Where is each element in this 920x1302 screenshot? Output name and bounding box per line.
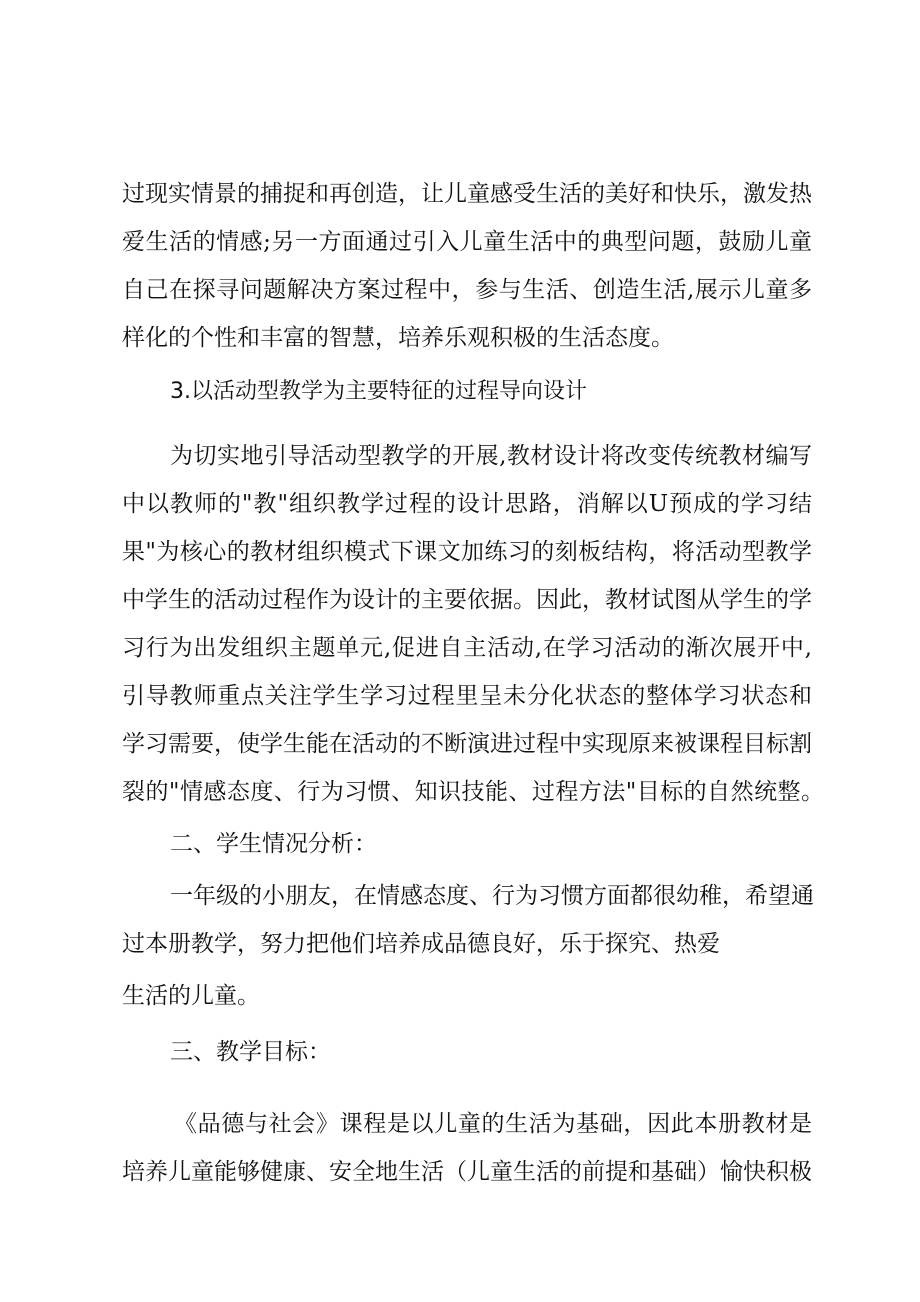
paragraph-line: 习行为出发组织主题单元,促进自主活动,在学习活动的渐次展开中, [122,635,812,661]
paragraph-line: 爱生活的情感;另一方面通过引入儿童生活中的典型问题，鼓励儿童 [122,229,812,255]
section-heading: 3.以活动型教学为主要特征的过程导向设计 [170,379,587,404]
paragraph-line: 《品德与社会》课程是以儿童的生活为基础，因此本册教材是 [174,1111,812,1137]
paragraph-line: 中学生的活动过程作为设计的主要依据。因此，教材试图从学生的学 [122,587,812,613]
paragraph-line: 学习需要，使学生能在活动的不断演进过程中实现原来被课程目标割 [122,731,812,757]
paragraph-line: 一年级的小朋友，在情感态度、行为习惯方面都很幼稚，希望通 [170,883,814,909]
paragraph-line: 样化的个性和丰富的智慧，培养乐观积极的生活态度。 [122,325,674,351]
section-heading: 三、教学目标： [170,1039,331,1065]
section-heading: 二、学生情况分析： [170,831,377,857]
paragraph-line: 生活的儿童。 [122,983,260,1009]
paragraph-line: 培养儿童能够健康、安全地生活（儿童生活的前提和基础）愉快积极 [122,1159,812,1185]
paragraph-line: 过本册教学，努力把他们培养成品德良好，乐于探究、热爱 [122,931,720,957]
paragraph-line: 裂的"情感态度、行为习惯、知识技能、过程方法"目标的自然统整。 [122,779,824,805]
paragraph-line: 引导教师重点关注学生学习过程里呈未分化状态的整体学习状态和 [122,683,812,709]
paragraph-line: 为切实地引导活动型教学的开展,教材设计将改变传统教材编写 [170,443,812,469]
paragraph-line: 果"为核心的教材组织模式下课文加练习的刻板结构，将活动型教学 [122,539,812,565]
paragraph-line: 自己在探寻问题解决方案过程中，参与生活、创造生活,展示儿童多 [122,277,812,303]
paragraph-line: 过现实情景的捕捉和再创造，让儿童感受生活的美好和快乐，激发热 [122,181,812,207]
paragraph-line: 中以教师的"教"组织教学过程的设计思路，消解以U预成的学习结 [122,491,812,517]
